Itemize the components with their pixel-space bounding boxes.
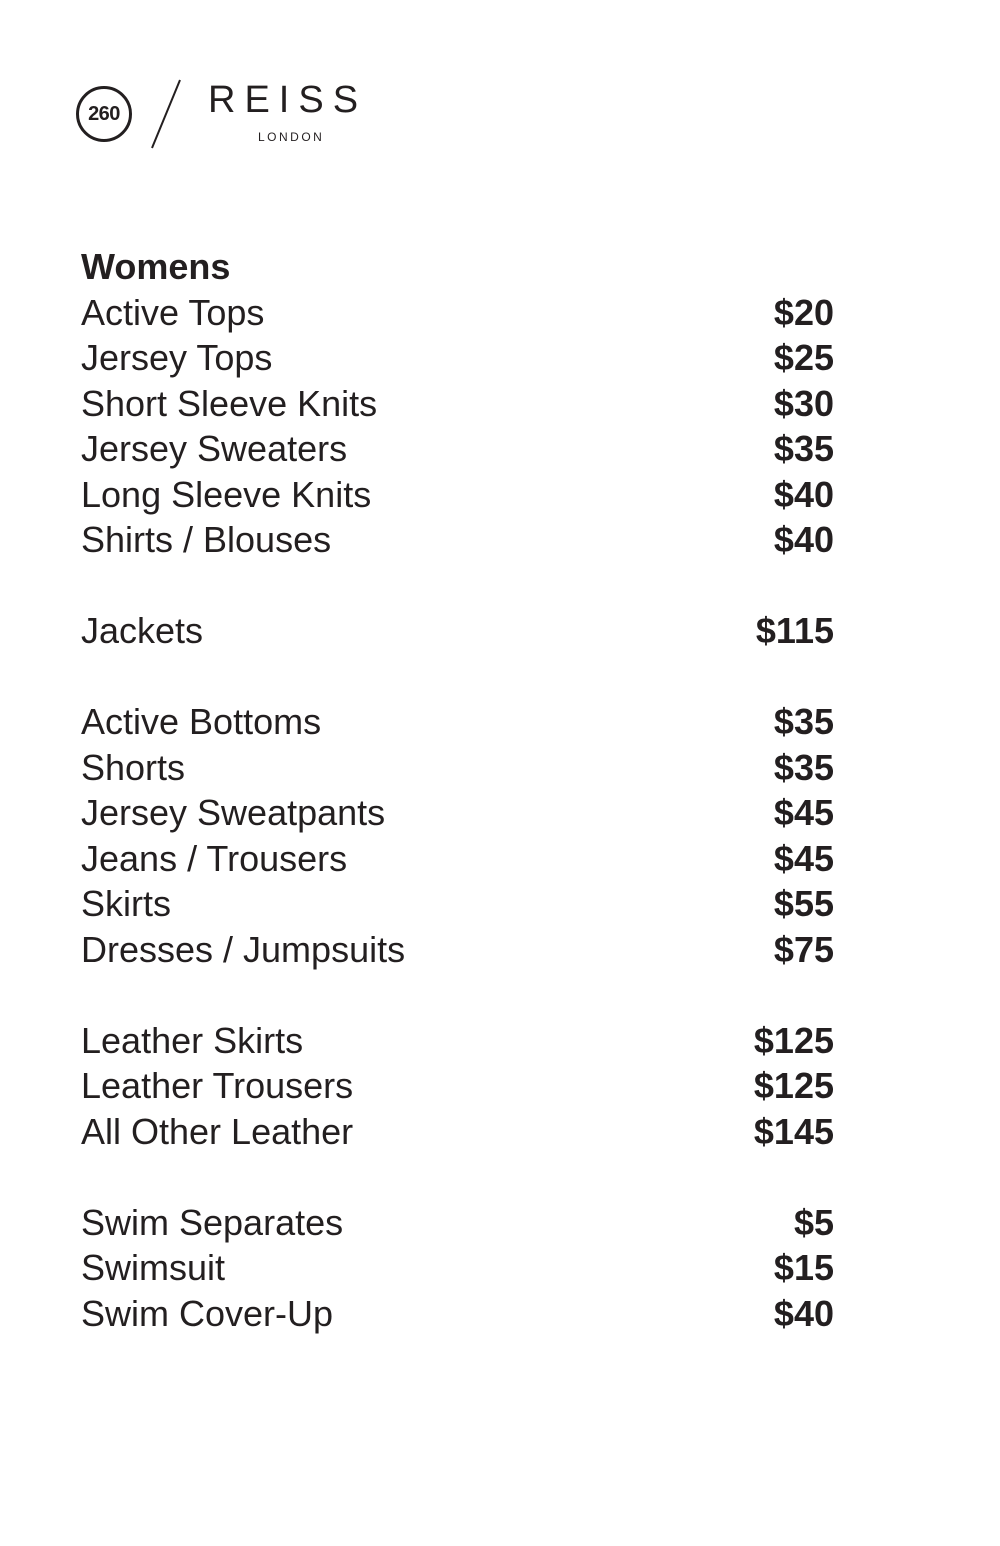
item-label: Long Sleeve Knits (81, 473, 372, 515)
item-label: Short Sleeve Knits (81, 382, 378, 424)
item-label: Swim Separates (81, 1201, 344, 1243)
item-price: $5 (793, 1201, 834, 1243)
item-label: Shirts / Blouses (81, 519, 332, 560)
item-label: Shorts (81, 746, 186, 788)
price-row (81, 1245, 834, 1291)
price-row (81, 608, 834, 654)
item-label: Jersey Sweatpants (81, 792, 386, 833)
item-price: $40 (773, 1292, 834, 1334)
price-row (81, 290, 834, 336)
item-label: Swim Cover-Up (81, 1292, 334, 1334)
price-row (81, 335, 834, 381)
item-price: $25 (773, 337, 834, 378)
item-label: All Other Leather (81, 1110, 354, 1152)
price-row (81, 699, 834, 745)
item-label: Active Bottoms (81, 701, 322, 742)
item-label: Jersey Tops (81, 337, 273, 378)
item-price: $20 (773, 291, 834, 333)
price-row (81, 881, 834, 927)
item-label: Swimsuit (81, 1247, 226, 1288)
item-price: $30 (773, 382, 834, 424)
slash-divider-icon (146, 78, 186, 150)
item-price: $40 (773, 473, 834, 515)
price-row (81, 790, 834, 836)
price-row (81, 1109, 834, 1155)
item-label: Jackets (81, 610, 204, 651)
price-group (81, 290, 834, 563)
item-label: Leather Skirts (81, 1019, 304, 1061)
price-row (81, 927, 834, 973)
item-price: $35 (773, 746, 834, 788)
item-label: Jersey Sweaters (81, 428, 348, 469)
section-title: Womens (81, 246, 231, 287)
item-price: $55 (773, 883, 834, 924)
price-row (81, 1018, 834, 1064)
price-row (81, 1291, 834, 1337)
item-price: $125 (753, 1019, 834, 1061)
price-row (81, 1063, 834, 1109)
price-row (81, 426, 834, 472)
price-row (81, 745, 834, 791)
item-price: $75 (773, 928, 834, 970)
price-group (81, 1200, 834, 1337)
price-group (81, 1018, 834, 1155)
item-price: $145 (753, 1110, 834, 1152)
item-label: Leather Trousers (81, 1065, 354, 1106)
price-row (81, 381, 834, 427)
item-price: $15 (773, 1247, 834, 1288)
item-label: Dresses / Jumpsuits (81, 928, 406, 970)
item-price: $125 (753, 1065, 834, 1106)
item-price: $35 (773, 701, 834, 742)
price-row (81, 517, 834, 563)
item-label: Active Tops (81, 291, 265, 333)
item-label: Jeans / Trousers (81, 837, 348, 879)
price-row (81, 836, 834, 882)
price-group (81, 699, 834, 972)
price-group (81, 608, 834, 654)
brand-header (76, 78, 396, 158)
price-row (81, 472, 834, 518)
brand-name: REISS (208, 79, 368, 121)
brand-subtitle: LONDON (258, 130, 325, 144)
item-price: $45 (773, 792, 834, 833)
item-price: $40 (773, 519, 834, 560)
badge-text: 260 (88, 102, 120, 125)
price-list (81, 244, 834, 1382)
item-label: Skirts (81, 883, 171, 924)
260-badge-logo (76, 86, 132, 142)
item-price: $35 (773, 428, 834, 469)
item-price: $45 (773, 837, 834, 879)
item-price: $115 (755, 610, 834, 651)
price-row (81, 1200, 834, 1246)
